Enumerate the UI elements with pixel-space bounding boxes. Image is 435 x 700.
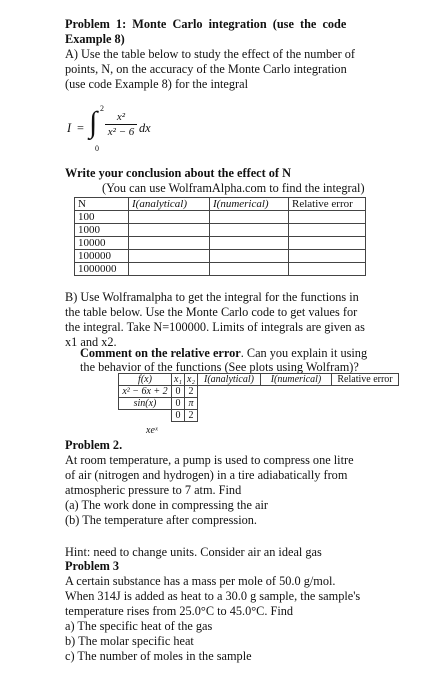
table-row — [75, 211, 366, 224]
part-a-line-3: (use code Example 8) for the integral — [65, 77, 249, 91]
table-functions — [118, 373, 399, 422]
table-cell-x2: 2 — [185, 386, 198, 398]
problem-1-title-cont: Example 8) — [65, 32, 125, 46]
comment-rest: . Can you explain it using — [240, 346, 368, 360]
problem-2-line-1: At room temperature, a pump is used to compress one litre — [65, 453, 354, 467]
table-cell-empty[interactable] — [289, 263, 366, 276]
table-cell-empty — [198, 386, 261, 398]
table-row — [75, 250, 366, 263]
table-cell-empty — [261, 410, 332, 422]
table-cell-x1: 0 — [172, 410, 185, 422]
integral-equals: = — [77, 121, 84, 135]
table-cell-empty — [332, 398, 399, 410]
part-b-line-1: B) Use Wolframalpha to get the integral for the functions in — [65, 290, 359, 304]
table-row — [119, 386, 399, 398]
table-cell-n: 100000 — [75, 250, 129, 263]
table-cell-empty[interactable] — [289, 211, 366, 224]
table-header-analytical: I(analytical) — [198, 374, 261, 386]
table-header-row — [119, 374, 399, 386]
table-cell-empty[interactable] — [210, 237, 289, 250]
problem-3-title: Problem 3 — [65, 559, 120, 573]
table-cell-empty[interactable] — [210, 224, 289, 237]
fraction-bar — [105, 124, 137, 125]
integrand-denominator: x² − 6 — [107, 126, 135, 138]
table-row — [75, 237, 366, 250]
table-row — [75, 224, 366, 237]
table-cell-function: sin(x) — [119, 398, 172, 410]
problem-2-title: Problem 2. — [65, 438, 123, 452]
hint-text: Hint: need to change units. Consider air an ideal gas — [65, 545, 322, 559]
integral-dx: dx — [139, 121, 151, 135]
table-cell-empty[interactable] — [210, 263, 289, 276]
problem-2-question-a: (a) The work done in compressing the air — [65, 498, 268, 512]
table-header-n: N — [75, 198, 129, 211]
table-cell-empty[interactable] — [289, 250, 366, 263]
table-header-numerical: I(numerical) — [210, 198, 289, 211]
table-header-numerical: I(numerical) — [261, 374, 332, 386]
table-header-fx: f(x) — [119, 374, 172, 386]
integral-upper-limit: 2 — [100, 104, 104, 113]
integrand-numerator: x² — [116, 111, 126, 123]
table-header-relative-error: Relative error — [332, 374, 399, 386]
function-xex: xeˣ — [146, 425, 158, 436]
table-cell-x1: 0 — [172, 386, 185, 398]
problem-3-question-a: a) The specific heat of the gas — [65, 619, 213, 633]
table-n-effect — [74, 197, 366, 276]
table-cell-x2: 2 — [185, 410, 198, 422]
table-header-analytical: I(analytical) — [129, 198, 210, 211]
table-cell-x2: π — [185, 398, 198, 410]
table-header-relative-error: Relative error — [289, 198, 366, 211]
integral-formula — [67, 104, 187, 153]
part-b-line-2: the table below. Use the Monte Carlo code to get values for — [65, 305, 358, 319]
table-cell-empty[interactable] — [289, 224, 366, 237]
table-header-x2: x₂ — [185, 374, 198, 386]
table-cell-empty — [261, 398, 332, 410]
table-cell-empty[interactable] — [129, 250, 210, 263]
table-cell-empty[interactable] — [210, 250, 289, 263]
table-cell-n: 1000000 — [75, 263, 129, 276]
table-cell-empty[interactable] — [289, 237, 366, 250]
table-cell-empty — [332, 386, 399, 398]
part-b-line-4: x1 and x2. — [65, 335, 117, 349]
problem-3-line-2: When 314J is added as heat to a 30.0 g sample, the sample's — [65, 589, 361, 603]
table-row — [119, 398, 399, 410]
integral-lhs: I — [67, 121, 72, 135]
table-cell-n: 1000 — [75, 224, 129, 237]
wolfram-note: (You can use WolframAlpha.com to find the integral) — [102, 181, 365, 195]
integral-lower-limit: 0 — [95, 144, 99, 153]
comment-line-1 — [80, 346, 367, 361]
problem-2-line-3: atmospheric pressure to 7 atm. Find — [65, 483, 242, 497]
integrand-fraction — [105, 111, 137, 138]
problem-3-line-3: temperature rises from 25.0°C to 45.0°C. Find — [65, 604, 294, 618]
table-row — [119, 410, 399, 422]
table-cell-empty[interactable] — [129, 237, 210, 250]
table-cell-n: 100 — [75, 211, 129, 224]
problem-2-question-b: (b) The temperature after compression. — [65, 513, 258, 527]
table-cell-empty[interactable] — [210, 211, 289, 224]
table-cell-function: x² − 6x + 2 — [119, 386, 172, 398]
table-cell-x1: 0 — [172, 398, 185, 410]
table-row — [75, 263, 366, 276]
problem-2-line-2: of air (nitrogen and hydrogen) in a tire adiabatically from — [65, 468, 348, 482]
table-cell-n: 10000 — [75, 237, 129, 250]
table-cell-empty[interactable] — [129, 211, 210, 224]
table-header-x1: x₁ — [172, 374, 185, 386]
part-a-line-1: A) Use the table below to study the effect of the number of — [65, 47, 356, 61]
part-b-line-3: the integral. Take N=100000. Limits of integrals are given as — [65, 320, 365, 334]
table-cell-empty — [198, 398, 261, 410]
table-cell-empty — [198, 410, 261, 422]
problem-3-question-c: c) The number of moles in the sample — [65, 649, 252, 663]
table-cell-empty[interactable] — [129, 263, 210, 276]
table-cell-empty — [332, 410, 399, 422]
comment-line-2: the behavior of the functions (See plots using Wolfram)? — [80, 360, 359, 374]
comment-bold: Comment on the relative error — [80, 346, 241, 360]
part-a-line-2: points, N, on the accuracy of the Monte Carlo integration — [65, 62, 347, 76]
problem-3-line-1: A certain substance has a mass per mole of 50.0 g/mol. — [65, 574, 336, 588]
integral-sign-icon: ∫ — [89, 106, 98, 139]
table-header-row — [75, 198, 366, 211]
table-cell-empty[interactable] — [129, 224, 210, 237]
table-cell-function — [119, 410, 172, 422]
conclusion-heading: Write your conclusion about the effect of N — [65, 166, 291, 180]
problem-1-title: Problem 1: Monte Carlo integration (use the code — [65, 17, 347, 31]
table-cell-empty — [261, 386, 332, 398]
problem-3-question-b: b) The molar specific heat — [65, 634, 194, 648]
